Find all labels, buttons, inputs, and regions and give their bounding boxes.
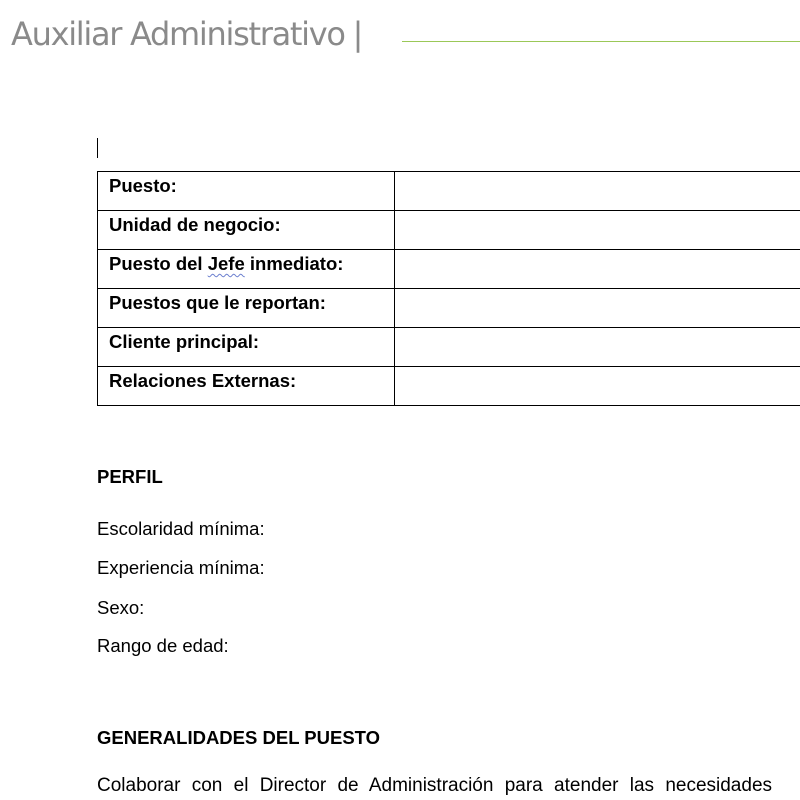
document-header — [11, 12, 362, 56]
perfil-heading[interactable]: PERFIL — [97, 466, 163, 487]
table-label-puesto[interactable]: Puesto: — [98, 172, 395, 211]
position-info-table — [97, 171, 800, 406]
table-value-puestos-reportan[interactable] — [395, 289, 800, 328]
field-rango-edad[interactable]: Rango de edad: — [97, 635, 229, 656]
table-value-puesto[interactable] — [395, 172, 800, 211]
table-value-jefe-inmediato[interactable] — [395, 250, 800, 289]
field-experiencia[interactable]: Experiencia mínima: — [97, 557, 265, 578]
label-part: Puesto del — [109, 253, 208, 274]
table-row — [98, 250, 800, 289]
spellcheck-flagged-word: Jefe — [207, 253, 245, 274]
table-value-relaciones-externas[interactable] — [395, 367, 800, 406]
table-row — [98, 289, 800, 328]
header-title: Auxiliar Administrativo — [11, 15, 345, 53]
label-part: inmediato: — [244, 253, 344, 274]
field-escolaridad[interactable]: Escolaridad mínima: — [97, 518, 265, 539]
table-label-unidad-negocio[interactable]: Unidad de negocio: — [98, 211, 395, 250]
table-row — [98, 367, 800, 406]
table-label-puestos-reportan[interactable]: Puestos que le reportan: — [98, 289, 395, 328]
table-label-jefe-inmediato[interactable] — [98, 250, 395, 289]
text-cursor — [97, 138, 98, 158]
generalidades-heading[interactable]: GENERALIDADES DEL PUESTO — [97, 727, 381, 748]
table-row — [98, 328, 800, 367]
header-separator: | — [352, 15, 363, 53]
table-value-unidad-negocio[interactable] — [395, 211, 800, 250]
field-sexo[interactable]: Sexo: — [97, 597, 145, 618]
table-row — [98, 211, 800, 250]
table-label-relaciones-externas[interactable]: Relaciones Externas: — [98, 367, 395, 406]
header-rule — [402, 41, 800, 42]
generalidades-body[interactable]: Colaborar con el Director de Administración para atender las necesidades — [97, 775, 773, 796]
table-value-cliente-principal[interactable] — [395, 328, 800, 367]
table-label-cliente-principal[interactable]: Cliente principal: — [98, 328, 395, 367]
table-row — [98, 172, 800, 211]
